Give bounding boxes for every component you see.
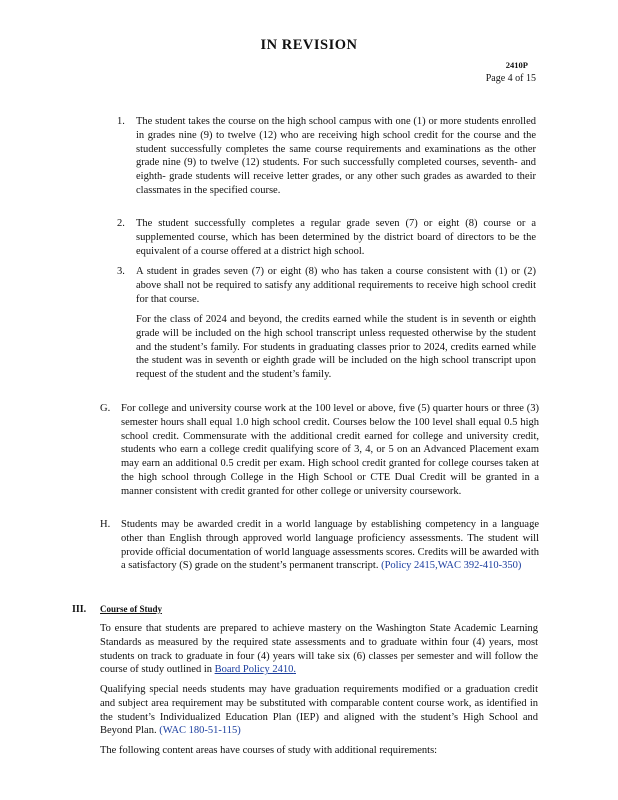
revision-title: IN REVISION	[260, 37, 358, 53]
section-g-label: G.	[100, 403, 111, 414]
class-2024-paragraph: For the class of 2024 and beyond, the credits earned while the student is in seventh or eighth grade will be included on the high school transcript unless requested otherwise by the student and the student’s family. For students in graduating classes prior to 2024, credits earned while the student was in seventh or eighth grade will be included on the high school transcript upon request of the student and the student’s family.	[136, 314, 536, 381]
section-h-label: H.	[100, 519, 111, 530]
item-3-number: 3.	[117, 266, 125, 277]
para1-end: .	[293, 664, 296, 676]
policy-number: 2410P	[505, 60, 528, 70]
wac-392-410-350-link[interactable]: WAC 392-410-350	[437, 560, 518, 572]
section-iii-label: III.	[72, 604, 87, 615]
wac-180-51-115-link[interactable]: (WAC 180-51-115)	[159, 725, 241, 737]
course-of-study-text-2: Qualifying special needs students may have graduation requirements modified or a graduation credit and subject area requirement may be substituted with comparable content course work, as identified in the student’s Individualized Education Plan (IEP) and aligned with the student’s High School and Beyond Plan.	[100, 684, 538, 737]
item-2-text: The student successfully completes a regular grade seven (7) or eight (8) course or a supplemented course, which has been determined by the district board of directors to be the equivalent of a course offered at a district high school.	[136, 218, 536, 257]
course-of-study-paragraph-2	[100, 683, 538, 738]
policy-2415-link[interactable]: Policy 2415	[384, 560, 436, 572]
course-of-study-paragraph-1	[100, 622, 538, 677]
page-number: Page 4 of 15	[485, 73, 536, 84]
section-iii-title: Course of Study	[100, 604, 163, 614]
section-h-paragraph	[121, 518, 539, 573]
item-2-number: 2.	[117, 218, 125, 229]
section-h-ref-close: )	[517, 560, 522, 572]
item-1-number: 1.	[117, 116, 125, 127]
course-of-study-text-1: To ensure that students are prepared to achieve mastery on the Washington State Academic Learning Standards as measured by the required state assessments and to graduate within four (4) years, most students on track to graduate in four (4) years will take six (6) classes per semester and will follow the course of study outlined in	[100, 623, 538, 676]
section-g-text: For college and university course work at the 100 level or above, five (5) quarter hours or three (3) semester hours shall equal 1.0 high school credit. Courses below the 100 level shall equal 0.5 high school credit. Commensurate with the additional credit earned for college and university credit, students who earn a college credit qualifying score of 3, 4, or 5 on an Advanced Placement exam may earn an additional 0.5 credit per exam. High school credit granted for college courses taken at the high school through College in the High School or CTE Dual Credit will be granted in a manner consistent with credit granted for other college or university coursework.	[121, 403, 539, 497]
course-of-study-paragraph-3: The following content areas have courses of study with additional requirements:	[100, 745, 438, 756]
item-1-text: The student takes the course on the high school campus with one (1) or more students enrolled in grades nine (9) to twelve (12) who are receiving high school credit for the course and the student successfully completes the same course requirements and examinations as the other grade nine (9) to twelve (12) students. For such successfully completed courses, seventh- and eighth- grade students will receive letter grades, or any other such grades as awarded to their classmates in the specified course.	[136, 116, 536, 196]
item-3-text: A student in grades seven (7) or eight (8) who has taken a course consistent with (1) or (2) above shall not be required to satisfy any additional requirements to receive high school credit for that course.	[136, 266, 536, 305]
board-policy-2410-link[interactable]: Board Policy 2410	[214, 664, 294, 676]
section-h-ref-sep: ,	[435, 560, 438, 572]
section-h-text: Students may be awarded credit in a world language by establishing competency in a language other than English through approved world language proficiency assessments. The student will provide official documentation of world language assessments scores. Credits will be awarded with a satisfactory (S) grade on the student’s permanent transcript.	[121, 519, 539, 572]
section-h-ref-open: (	[381, 560, 385, 572]
